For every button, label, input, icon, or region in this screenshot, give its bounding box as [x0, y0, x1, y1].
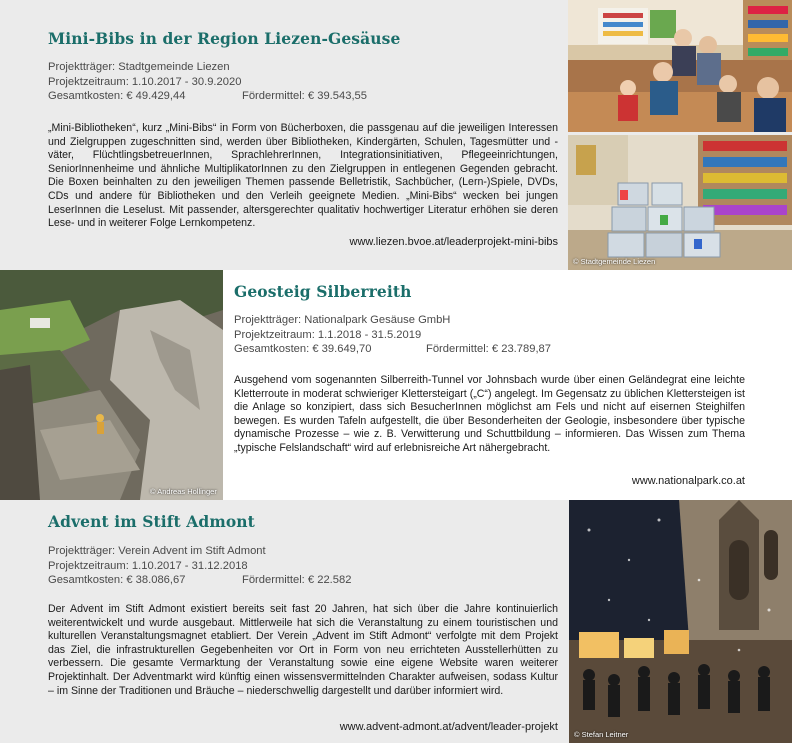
- project-description: Der Advent im Stift Admont existiert bereits seit fast 20 Jahren, hat sich über die Jahre kontinuierlich weiterentwickelt und wurde ausgebaut. Mittlerweile hat sich die Veranstaltung zu einem touristischen und kulturellen Veranstaltungsmagnet etabliert. Der Verein „Advent im Stift Admont“ verfolgte mit dem Projekt das Ziel, die infrastrukturellen Gegebenheiten vor Ort in Form von neu errichteten Ausstellerhütten zu verbessern. Die gesamte Vermarktung der Veranstaltung sowie eine eigene Website waren weiterer Projektinhalt. Der Adventmarkt wird künftig einen wissensvermittelnden Charakter aufweisen, sodass Kultur – im Sinne der Traditionen und Bräuche – niederschwellig dargestellt und darüber informiert wird.: [48, 603, 558, 697]
- project-traeger: Projektträger: Stadtgemeinde Liezen: [48, 61, 230, 73]
- project-link[interactable]: www.advent-admont.at/advent/leader-projekt: [339, 721, 558, 733]
- photo-credit: © Stefan Leitner: [574, 730, 629, 739]
- project-zeitraum: Projektzeitraum: 1.1.2018 - 31.5.2019: [234, 328, 422, 341]
- project-title: Geosteig Silberreith: [234, 282, 412, 301]
- project-traeger: Projektträger: Nationalpark Gesäuse GmbH: [234, 314, 451, 326]
- project-kosten: Gesamtkosten: € 49.429,44: [48, 90, 186, 102]
- photo-credit: © Stadtgemeinde Liezen: [573, 257, 656, 266]
- climbing-rock-photo: [0, 270, 223, 500]
- project-meta: [48, 544, 351, 588]
- project-title: Advent im Stift Admont: [48, 512, 255, 531]
- project-foerderung: Fördermittel: € 39.543,55: [242, 90, 367, 102]
- project-foerderung: Fördermittel: € 22.582: [242, 574, 352, 586]
- project-zeitraum: Projektzeitraum: 1.10.2017 - 31.12.2018: [48, 559, 248, 572]
- project-zeitraum: Projektzeitraum: 1.10.2017 - 30.9.2020: [48, 75, 242, 88]
- project-foerderung: Fördermittel: € 23.789,87: [426, 343, 551, 355]
- project-link[interactable]: www.liezen.bvoe.at/leaderprojekt-mini-bibs: [349, 236, 558, 248]
- project-meta: [48, 60, 367, 104]
- project-meta: [234, 313, 551, 357]
- project-description: „Mini-Bibliotheken“, kurz „Mini-Bibs“ in Form von Bücherboxen, die passgenau auf die jeweiligen Interessen und Zielgruppen zugeschnitten sind, werden über Bibliotheken, Kindergärten, Schulen, Tagesmütter und -väter, FlüchtlingsbetreuerInnen, SprachlehrerInnen, Integrationsinitiativen, Pflegeeinrichtungen, SeniorInnenheime und ähnliche MultiplikatorInnen zu den Zielgruppen in entlegenen Gegenden gebracht. Die Boxen beinhalten zu den jeweiligen Themen passende Belletristik, Sachbücher, (Lern-)Spiele, DVDs, CDs und andere für Bibliotheken und den Verleih geeignete Medien. „Mini-Bibs“ wecken bei jungen LeserInnen die Leselust. Mit passender, altersgerechter qualitativ hochwertiger Literatur erhöhen sie deren Lese- und in weiterer Folge Lernkompetenz.: [48, 122, 558, 230]
- project-description: Ausgehend vom sogenannten Silberreith-Tunnel vor Johnsbach wurde über einen Geländegrat eine leichte Kletterroute in moderat schwieriger Klettersteigart („C“) angelegt. Im Gegensatz zu üblichen Klettersteigen ist die Anlage so konzipiert, dass sich BesucherInnen möglichst am Fels und nicht auf eisernen Steighilfen bewegen. Es wurden Tafeln aufgestellt, die über Besonderheiten der Geologie, insbesondere über typische dynamische Prozesse – wie z. B. Verwitterung und Schuttbildung – informieren. Das Wissen zum Thema „typische Felslandschaft“ wird auf erlebnisreiche Art nähergebracht.: [234, 374, 745, 454]
- project-kosten: Gesamtkosten: € 39.649,70: [234, 343, 372, 355]
- project-title: Mini-Bibs in der Region Liezen-Gesäuse: [48, 29, 401, 48]
- project-traeger: Projektträger: Verein Advent im Stift Admont: [48, 545, 266, 557]
- advent-market-photo: [569, 500, 792, 743]
- book-boxes-photo: [568, 135, 792, 270]
- project-link[interactable]: www.nationalpark.co.at: [631, 475, 745, 487]
- photo-credit: © Andreas Hollinger: [150, 487, 217, 496]
- project-kosten: Gesamtkosten: € 38.086,67: [48, 574, 186, 586]
- library-children-photo: [568, 0, 792, 132]
